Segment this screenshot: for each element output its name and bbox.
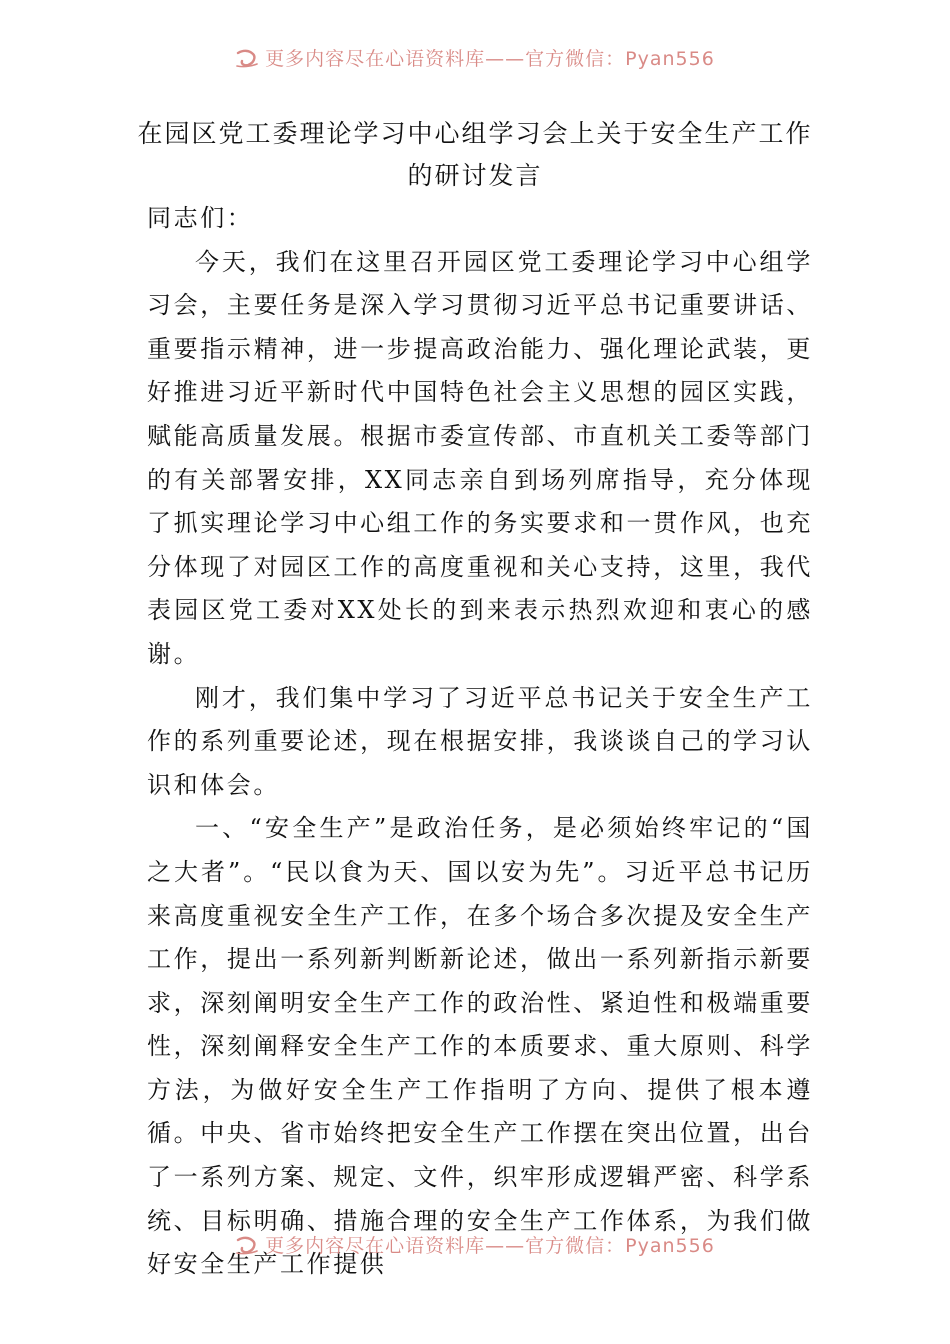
watermark-text: 更多内容尽在心语资料库——官方微信：Pyan556 [265, 1235, 715, 1257]
salutation: 同志们： [147, 204, 254, 232]
watermark-text: 更多内容尽在心语资料库——官方微信：Pyan556 [265, 48, 715, 70]
footer-watermark [0, 1234, 950, 1258]
paragraph-section-one: 一、“安全生产”是政治任务，是必须始终牢记的“国之大者”。“民以食为天、国以安为先”。习近平总书记历来高度重视安全生产工作，在多个场合多次提及安全生产工作，提出一系列新判断新论述，做出一系列新指示新要求，深刻阐明安全生产工作的政治性、紧迫性和极端重要性，深刻阐释安全生产工作的本质要求、重大原则、科学方法，为做好安全生产工作指明了方向、提供了根本遵循。中央、省市始终把安全生产工作摆在突出位置，出台了一系列方案、规定、文件，织牢形成逻辑严密、科学系统、目标明确、措施合理的安全生产工作体系，为我们做好安全生产工作提供 [147, 814, 813, 1279]
paragraph-opening: 今天，我们在这里召开园区党工委理论学习中心组学习会，主要任务是深入学习贯彻习近平总书记重要讲话、重要指示精神，进一步提高政治能力、强化理论武装，更好推进习近平新时代中国特色社会主义思想的园区实践，赋能高质量发展。根据市委宣传部、市直机关工委等部门的有关部署安排，XX同志亲自到场列席指导，充分体现了抓实理论学习中心组工作的务实要求和一贯作风，也充分体现了对园区工作的高度重视和关心支持，这里，我代表园区党工委对XX处长的到来表示热烈欢迎和衷心的感谢。 [147, 247, 813, 668]
paragraph-study: 刚才，我们集中学习了习近平总书记关于安全生产工作的系列重要论述，现在根据安排，我谈谈自己的学习认识和体会。 [147, 683, 813, 799]
title-line-2: 的研讨发言 [407, 161, 543, 190]
document-title [130, 113, 820, 197]
header-watermark [0, 47, 950, 71]
document-body [147, 197, 813, 1287]
brand-logo-icon [235, 1236, 259, 1256]
brand-logo-icon [235, 49, 259, 69]
title-line-1: 在园区党工委理论学习中心组学习会上关于安全生产工作 [137, 119, 813, 148]
